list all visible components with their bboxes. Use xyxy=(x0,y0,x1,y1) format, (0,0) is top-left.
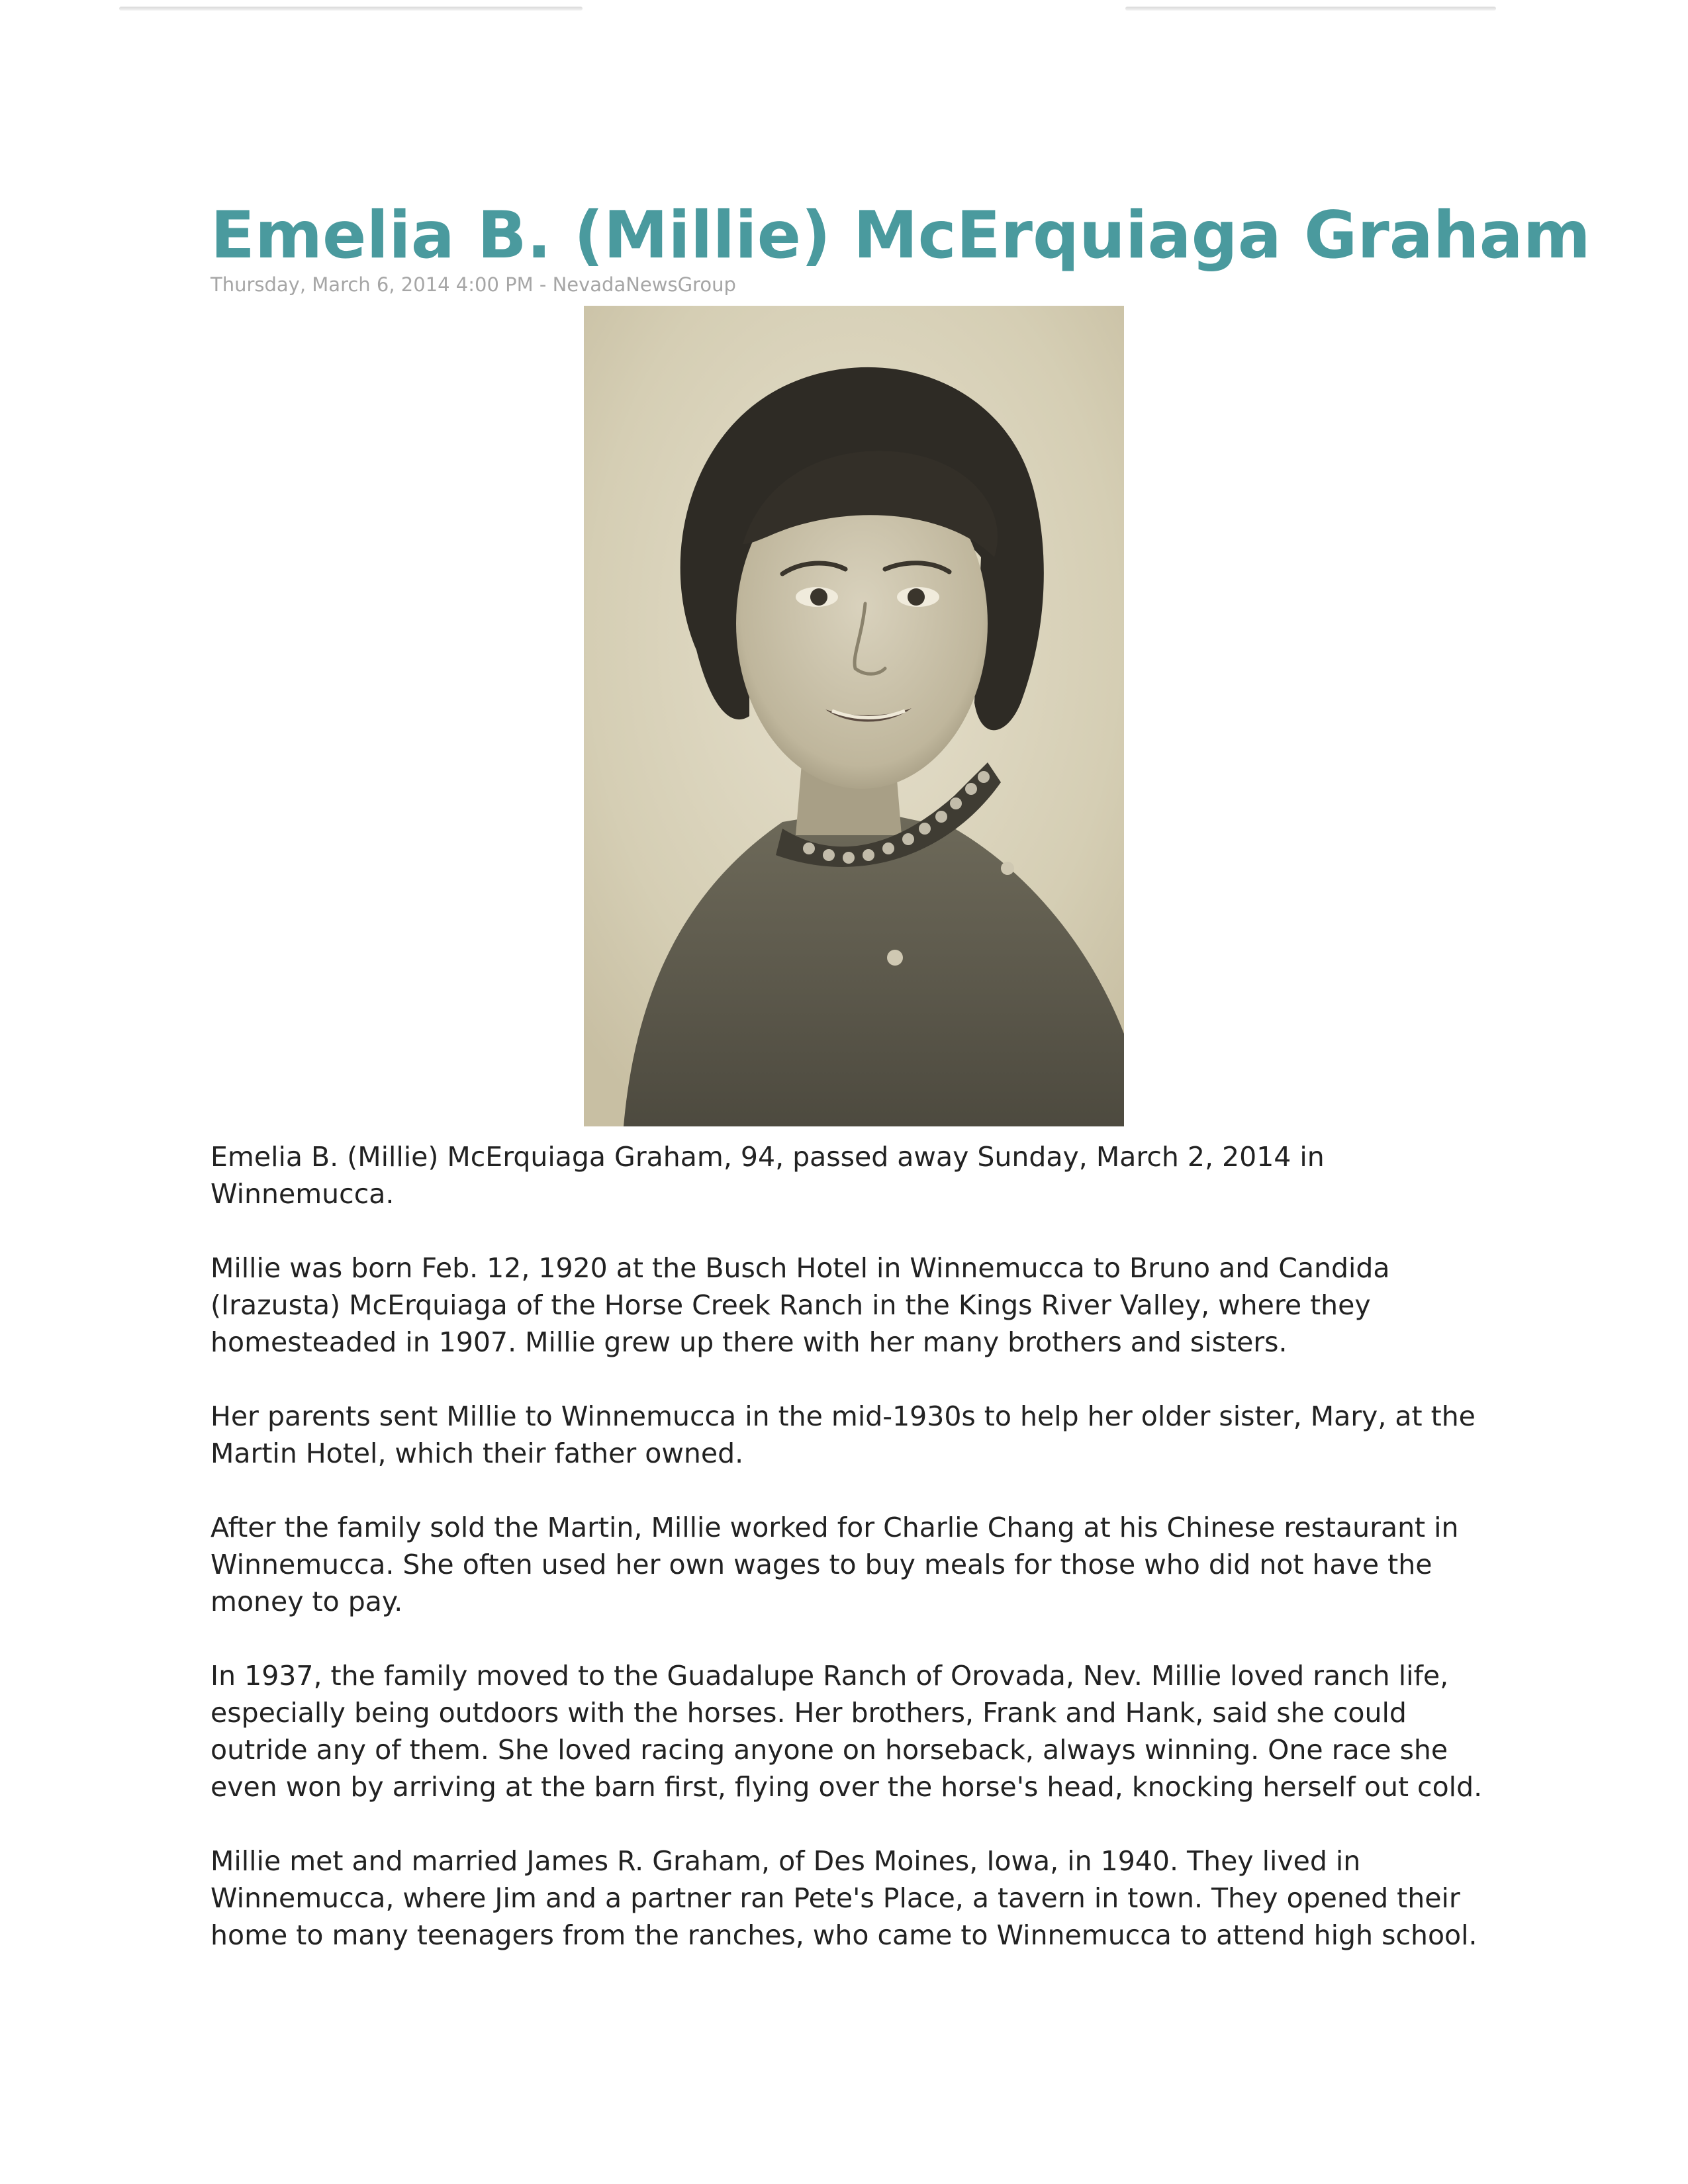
article-body xyxy=(211,1138,1508,1991)
article-title: Emelia B. (Millie) McErquiaga Graham xyxy=(211,198,1591,273)
paragraph-6: Millie met and married James R. Graham, of Des Moines, Iowa, in 1940. They lived in Winnemucca, where Jim and a partner ran Pete's Place, a tavern in town. They opened their home to many teenagers from the ranches, who came to Winnemucca to attend high school. xyxy=(211,1845,1477,1951)
paragraph-5: In 1937, the family moved to the Guadalupe Ranch of Orovada, Nev. Millie loved ranch life, especially being outdoors with the horses. Her brothers, Frank and Hank, said she could outride any of them. She loved racing anyone on horseback, always winning. One race she even won by arriving at the barn first, flying over the horse's head, knocking herself out cold. xyxy=(211,1660,1483,1803)
paragraph-4: After the family sold the Martin, Millie worked for Charlie Chang at his Chinese restaurant in Winnemucca. She often used her own wages to buy meals for those who did not have the money to pay. xyxy=(211,1512,1459,1617)
portrait-illustration xyxy=(584,306,1124,1126)
paragraph-3: Her parents sent Millie to Winnemucca in the mid-1930s to help her older sister, Mary, at the Martin Hotel, which their father owned. xyxy=(211,1400,1476,1469)
portrait-photo xyxy=(584,306,1124,1126)
paragraph-1: Emelia B. (Millie) McErquiaga Graham, 94, passed away Sunday, March 2, 2014 in Winnemucca. xyxy=(211,1141,1325,1210)
article-header xyxy=(211,198,1591,296)
scan-edge-mark-left xyxy=(119,7,583,11)
paragraph-2: Millie was born Feb. 12, 1920 at the Busch Hotel in Winnemucca to Bruno and Candida (Irazusta) McErquiaga of the Horse Creek Ranch in the Kings River Valley, where they homesteaded in 1907. Millie grew up there with her many brothers and sisters. xyxy=(211,1252,1390,1358)
article-byline: Thursday, March 6, 2014 4:00 PM - NevadaNewsGroup xyxy=(211,273,736,296)
scan-edge-mark-right xyxy=(1125,7,1496,11)
